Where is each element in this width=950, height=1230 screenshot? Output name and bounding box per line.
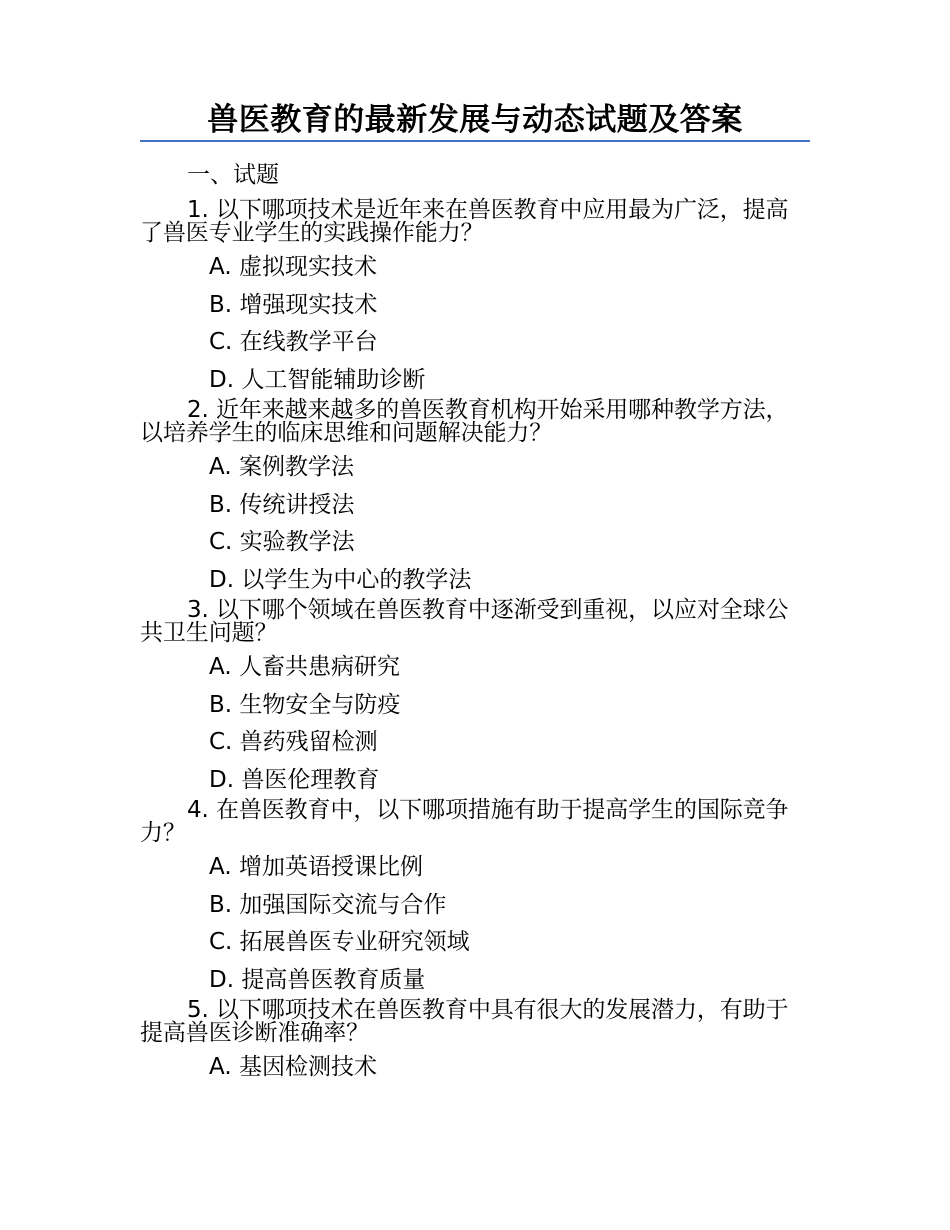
option-d: D. 人工智能辅助诊断 xyxy=(209,366,426,393)
option-b: B. 传统讲授法 xyxy=(209,491,355,518)
question-stem: 1. 以下哪项技术是近年来在兽医教育中应用最为广泛，提高了兽医专业学生的实践操作能力？ xyxy=(140,197,789,246)
question-list xyxy=(140,199,810,1087)
question-4 xyxy=(140,799,810,999)
option-a: A. 基因检测技术 xyxy=(209,1054,377,1080)
question-3 xyxy=(140,599,810,799)
option-b: B. 生物安全与防疫 xyxy=(209,691,401,718)
option-c: C. 在线教学平台 xyxy=(209,329,378,355)
option-a: A. 案例教学法 xyxy=(209,454,354,480)
option-a: A. 增加英语授课比例 xyxy=(209,854,423,880)
option-c: C. 拓展兽医专业研究领域 xyxy=(209,929,470,955)
document-title: 兽医教育的最新发展与动态试题及答案 xyxy=(140,100,810,142)
option-d: D. 以学生为中心的教学法 xyxy=(209,566,472,593)
option-d: D. 兽医伦理教育 xyxy=(209,766,380,793)
question-stem: 5. 以下哪项技术在兽医教育中具有很大的发展潜力，有助于提高兽医诊断准确率？ xyxy=(140,997,789,1046)
section-heading: 一、试题 xyxy=(187,162,279,188)
option-b: B. 增强现实技术 xyxy=(209,291,378,318)
option-a: A. 虚拟现实技术 xyxy=(209,254,377,280)
option-c: C. 实验教学法 xyxy=(209,529,355,555)
question-stem: 2. 近年来越来越多的兽医教育机构开始采用哪种教学方法，以培养学生的临床思维和问题解决能力？ xyxy=(140,397,789,446)
option-c: C. 兽药残留检测 xyxy=(209,729,378,755)
option-a: A. 人畜共患病研究 xyxy=(209,654,400,680)
question-1 xyxy=(140,199,810,399)
question-stem: 4. 在兽医教育中，以下哪项措施有助于提高学生的国际竞争力？ xyxy=(140,797,789,846)
question-5 xyxy=(140,999,810,1087)
question-stem: 3. 以下哪个领域在兽医教育中逐渐受到重视，以应对全球公共卫生问题？ xyxy=(140,597,789,646)
option-d: D. 提高兽医教育质量 xyxy=(209,966,426,993)
option-b: B. 加强国际交流与合作 xyxy=(209,891,447,918)
question-2 xyxy=(140,399,810,599)
